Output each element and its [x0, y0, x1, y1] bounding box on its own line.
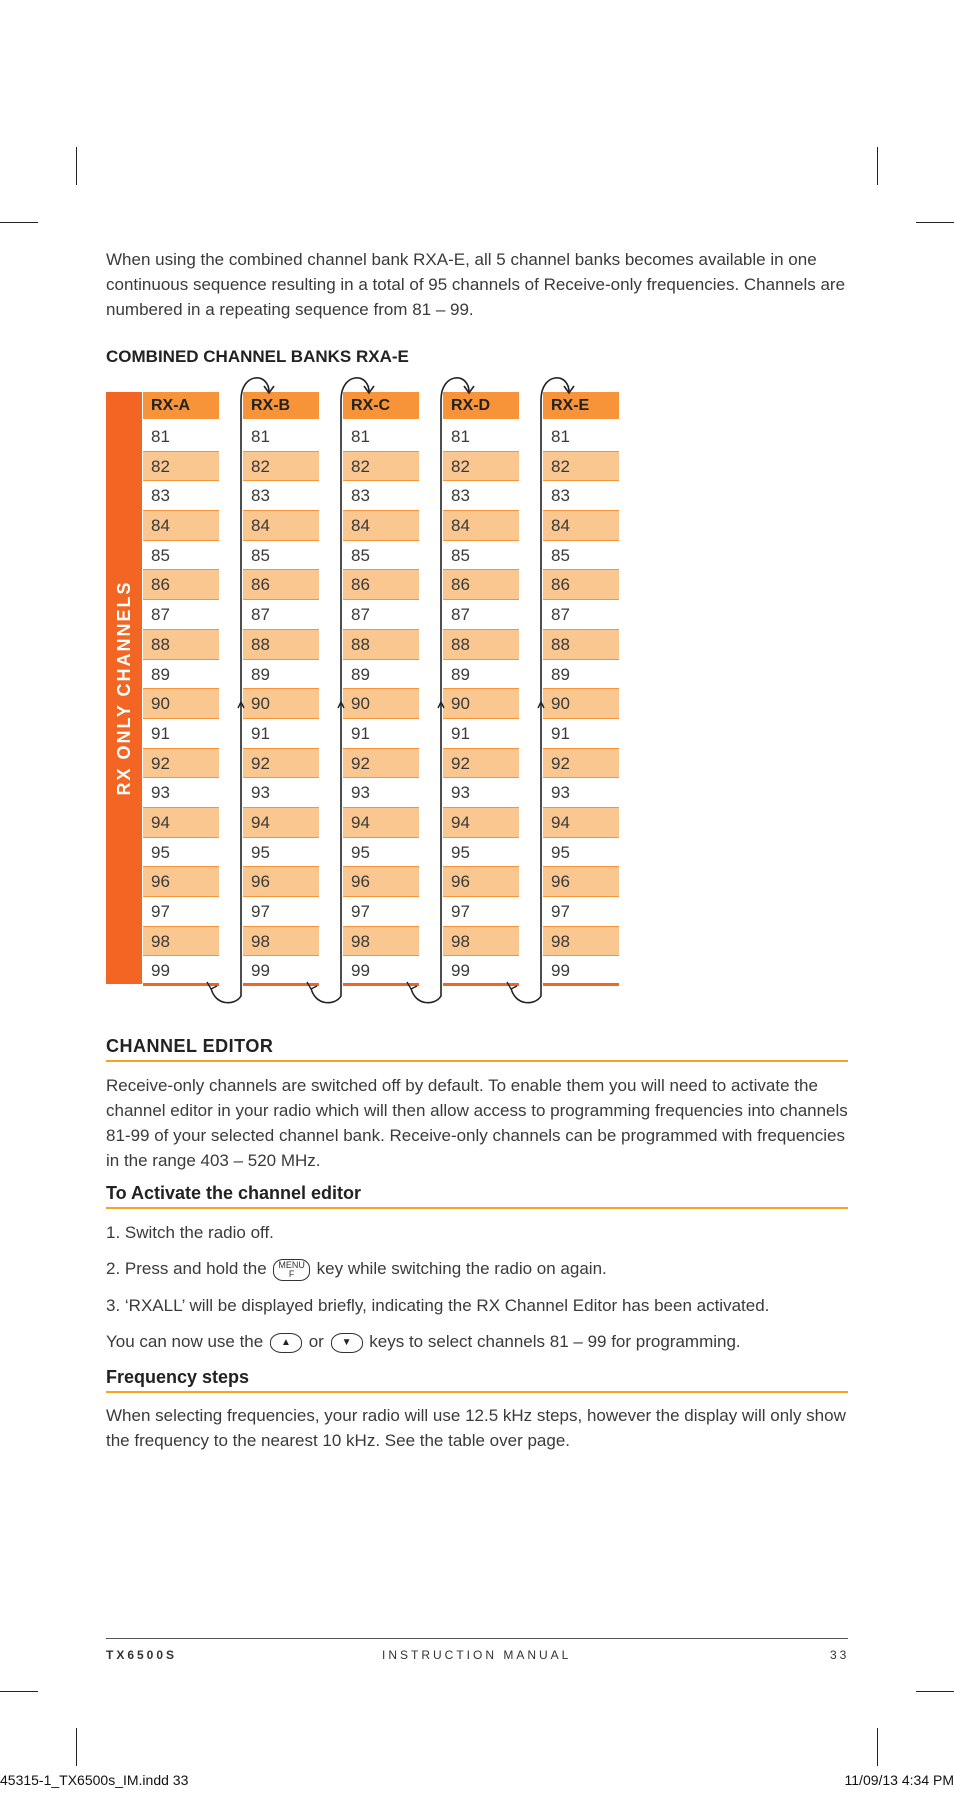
footer-manual: INSTRUCTION MANUAL [382, 1648, 572, 1662]
arrow-tail-head [307, 982, 317, 989]
channel-cell: 84 [543, 511, 619, 541]
channel-cell: 99 [143, 956, 219, 986]
sequence-arrow [511, 378, 569, 1003]
channel-cell: 92 [243, 749, 319, 779]
channel-cell: 99 [443, 956, 519, 986]
channel-cell: 94 [343, 808, 419, 838]
channel-cell: 98 [143, 927, 219, 957]
channel-cell: 81 [443, 422, 519, 452]
channel-cell: 97 [243, 897, 319, 927]
channel-cell: 91 [343, 719, 419, 749]
channel-cell: 98 [443, 927, 519, 957]
channel-cell: 98 [243, 927, 319, 957]
channel-editor-body: Receive-only channels are switched off by default. To enable them you will need to activate the channel editor in your radio which will then allow access to programming frequencies into channels 81-99 of your selected channel bank. Receive-only channels can be programmed with frequencies in the range 403 – 520 MHz. [106, 1076, 848, 1170]
channel-cell: 88 [543, 630, 619, 660]
channel-cell: 83 [343, 481, 419, 511]
channel-cell: 82 [343, 452, 419, 482]
channel-cell: 93 [343, 778, 419, 808]
channel-cell: 88 [343, 630, 419, 660]
channel-cell: 84 [343, 511, 419, 541]
channel-cell: 86 [243, 570, 319, 600]
crop-mark [916, 1691, 954, 1692]
channel-cell: 85 [143, 541, 219, 571]
channel-cell: 88 [443, 630, 519, 660]
channel-cell: 85 [343, 541, 419, 571]
footer-model: TX6500S [106, 1648, 178, 1662]
step-3: 3. ‘RXALL’ will be displayed briefly, indicating the RX Channel Editor has been activated. [106, 1296, 770, 1315]
channel-cell: 90 [143, 689, 219, 719]
channel-cell: 89 [443, 660, 519, 690]
arrow-tail-head [507, 982, 517, 989]
channel-cell: 89 [343, 660, 419, 690]
channel-cell: 92 [443, 749, 519, 779]
down-arrow-key-icon: ▼ [331, 1333, 363, 1353]
channel-cell: 87 [443, 600, 519, 630]
channel-cell: 84 [143, 511, 219, 541]
channel-cell: 88 [143, 630, 219, 660]
arrow-tail-head [207, 982, 217, 989]
channel-cell: 82 [543, 452, 619, 482]
footer-page-number: 33 [830, 1648, 850, 1662]
channel-cell: 93 [443, 778, 519, 808]
channel-cell: 87 [343, 600, 419, 630]
channel-cell: 91 [543, 719, 619, 749]
channel-cell: 98 [543, 927, 619, 957]
channel-cell: 87 [143, 600, 219, 630]
step-2-pre: 2. Press and hold the [106, 1259, 267, 1278]
channel-cell: 93 [243, 778, 319, 808]
channel-cell: 91 [443, 719, 519, 749]
bank-header: RX-C [343, 392, 419, 419]
step-2-post: key while switching the radio on again. [316, 1259, 607, 1278]
channel-cell: 85 [443, 541, 519, 571]
channel-editor-title: CHANNEL EDITOR [106, 1036, 848, 1062]
channel-cell: 84 [443, 511, 519, 541]
channel-cell: 92 [543, 749, 619, 779]
channel-cell: 87 [243, 600, 319, 630]
channel-cell: 86 [343, 570, 419, 600]
channel-cell: 89 [543, 660, 619, 690]
bank-header: RX-E [543, 392, 619, 419]
intro-paragraph: When using the combined channel bank RXA-E, all 5 channel banks becomes available in one continuous sequence resulting in a total of 95 channels of Receive-only frequencies. Channels are numbered in a repeating sequence from 81 – 99. [106, 250, 846, 319]
channel-cell: 85 [243, 541, 319, 571]
channel-cell: 81 [543, 422, 619, 452]
channel-cell: 82 [143, 452, 219, 482]
channel-cell: 90 [243, 689, 319, 719]
footer-rule [106, 1638, 848, 1639]
channel-cell: 97 [143, 897, 219, 927]
crop-mark [877, 1728, 878, 1766]
slug-file: 45315-1_TX6500s_IM.indd 33 [0, 1772, 189, 1788]
channel-cell: 94 [143, 808, 219, 838]
menu-key-bottom: F [288, 1268, 295, 1279]
channel-cell: 97 [443, 897, 519, 927]
channel-cell: 96 [543, 867, 619, 897]
sequence-arrow [211, 378, 269, 1003]
channel-cell: 97 [543, 897, 619, 927]
channel-cell: 99 [243, 956, 319, 986]
channel-cell: 83 [443, 481, 519, 511]
channel-cell: 83 [543, 481, 619, 511]
channel-cell: 94 [243, 808, 319, 838]
channel-cell: 84 [243, 511, 319, 541]
menu-key-top: MENU [278, 1259, 305, 1270]
channel-cell: 82 [443, 452, 519, 482]
channel-cell: 89 [243, 660, 319, 690]
step-1: 1. Switch the radio off. [106, 1223, 274, 1242]
channel-cell: 87 [543, 600, 619, 630]
channel-cell: 89 [143, 660, 219, 690]
channel-cell: 83 [143, 481, 219, 511]
channel-cell: 93 [143, 778, 219, 808]
channel-cell: 91 [243, 719, 319, 749]
bank-header: RX-B [243, 392, 319, 419]
frequency-steps-body: When selecting frequencies, your radio will use 12.5 kHz steps, however the display will only show the frequency to the nearest 10 kHz. See the table over page. [106, 1406, 846, 1450]
channel-cell: 96 [143, 867, 219, 897]
channel-cell: 85 [543, 541, 619, 571]
channel-cell: 99 [543, 956, 619, 986]
crop-mark [0, 1691, 38, 1692]
channel-cell: 96 [243, 867, 319, 897]
channel-cell: 96 [343, 867, 419, 897]
activate-title: To Activate the channel editor [106, 1183, 848, 1209]
arrow-keys-line [106, 1329, 858, 1354]
use-post: keys to select channels 81 – 99 for programming. [369, 1332, 741, 1351]
frequency-steps-title: Frequency steps [106, 1367, 848, 1393]
channel-cell: 92 [143, 749, 219, 779]
channel-cell: 95 [143, 838, 219, 868]
bank-header: RX-D [443, 392, 519, 419]
bank-header: RX-A [143, 392, 219, 419]
crop-mark [76, 1728, 77, 1766]
up-arrow-key-icon: ▲ [270, 1333, 302, 1353]
channel-cell: 88 [243, 630, 319, 660]
channel-cell: 83 [243, 481, 319, 511]
sequence-arrow [411, 378, 469, 1003]
channel-cell: 90 [343, 689, 419, 719]
channel-cell: 94 [443, 808, 519, 838]
channel-cell: 95 [443, 838, 519, 868]
channel-cell: 93 [543, 778, 619, 808]
menu-key-icon [273, 1259, 310, 1281]
channel-cell: 95 [543, 838, 619, 868]
channel-cell: 86 [143, 570, 219, 600]
channel-cell: 82 [243, 452, 319, 482]
channel-cell: 95 [243, 838, 319, 868]
use-or: or [308, 1332, 324, 1351]
arrow-tail-head [407, 982, 417, 989]
channel-cell: 98 [343, 927, 419, 957]
channel-cell: 90 [443, 689, 519, 719]
channel-cell: 95 [343, 838, 419, 868]
channel-cell: 81 [343, 422, 419, 452]
use-pre: You can now use the [106, 1332, 264, 1351]
channel-cell: 99 [343, 956, 419, 986]
channel-cell: 92 [343, 749, 419, 779]
step-2 [106, 1256, 858, 1281]
channel-cell: 90 [543, 689, 619, 719]
sequence-arrow [311, 378, 369, 1003]
channel-cell: 81 [243, 422, 319, 452]
side-label: RX ONLY CHANNELS [113, 580, 134, 796]
channel-cell: 91 [143, 719, 219, 749]
slug-date: 11/09/13 4:34 PM [844, 1772, 954, 1788]
table-title: COMBINED CHANNEL BANKS RXA-E [106, 347, 409, 366]
channel-cell: 94 [543, 808, 619, 838]
channel-cell: 81 [143, 422, 219, 452]
channel-cell: 97 [343, 897, 419, 927]
channel-cell: 96 [443, 867, 519, 897]
channel-cell: 86 [543, 570, 619, 600]
channel-cell: 86 [443, 570, 519, 600]
